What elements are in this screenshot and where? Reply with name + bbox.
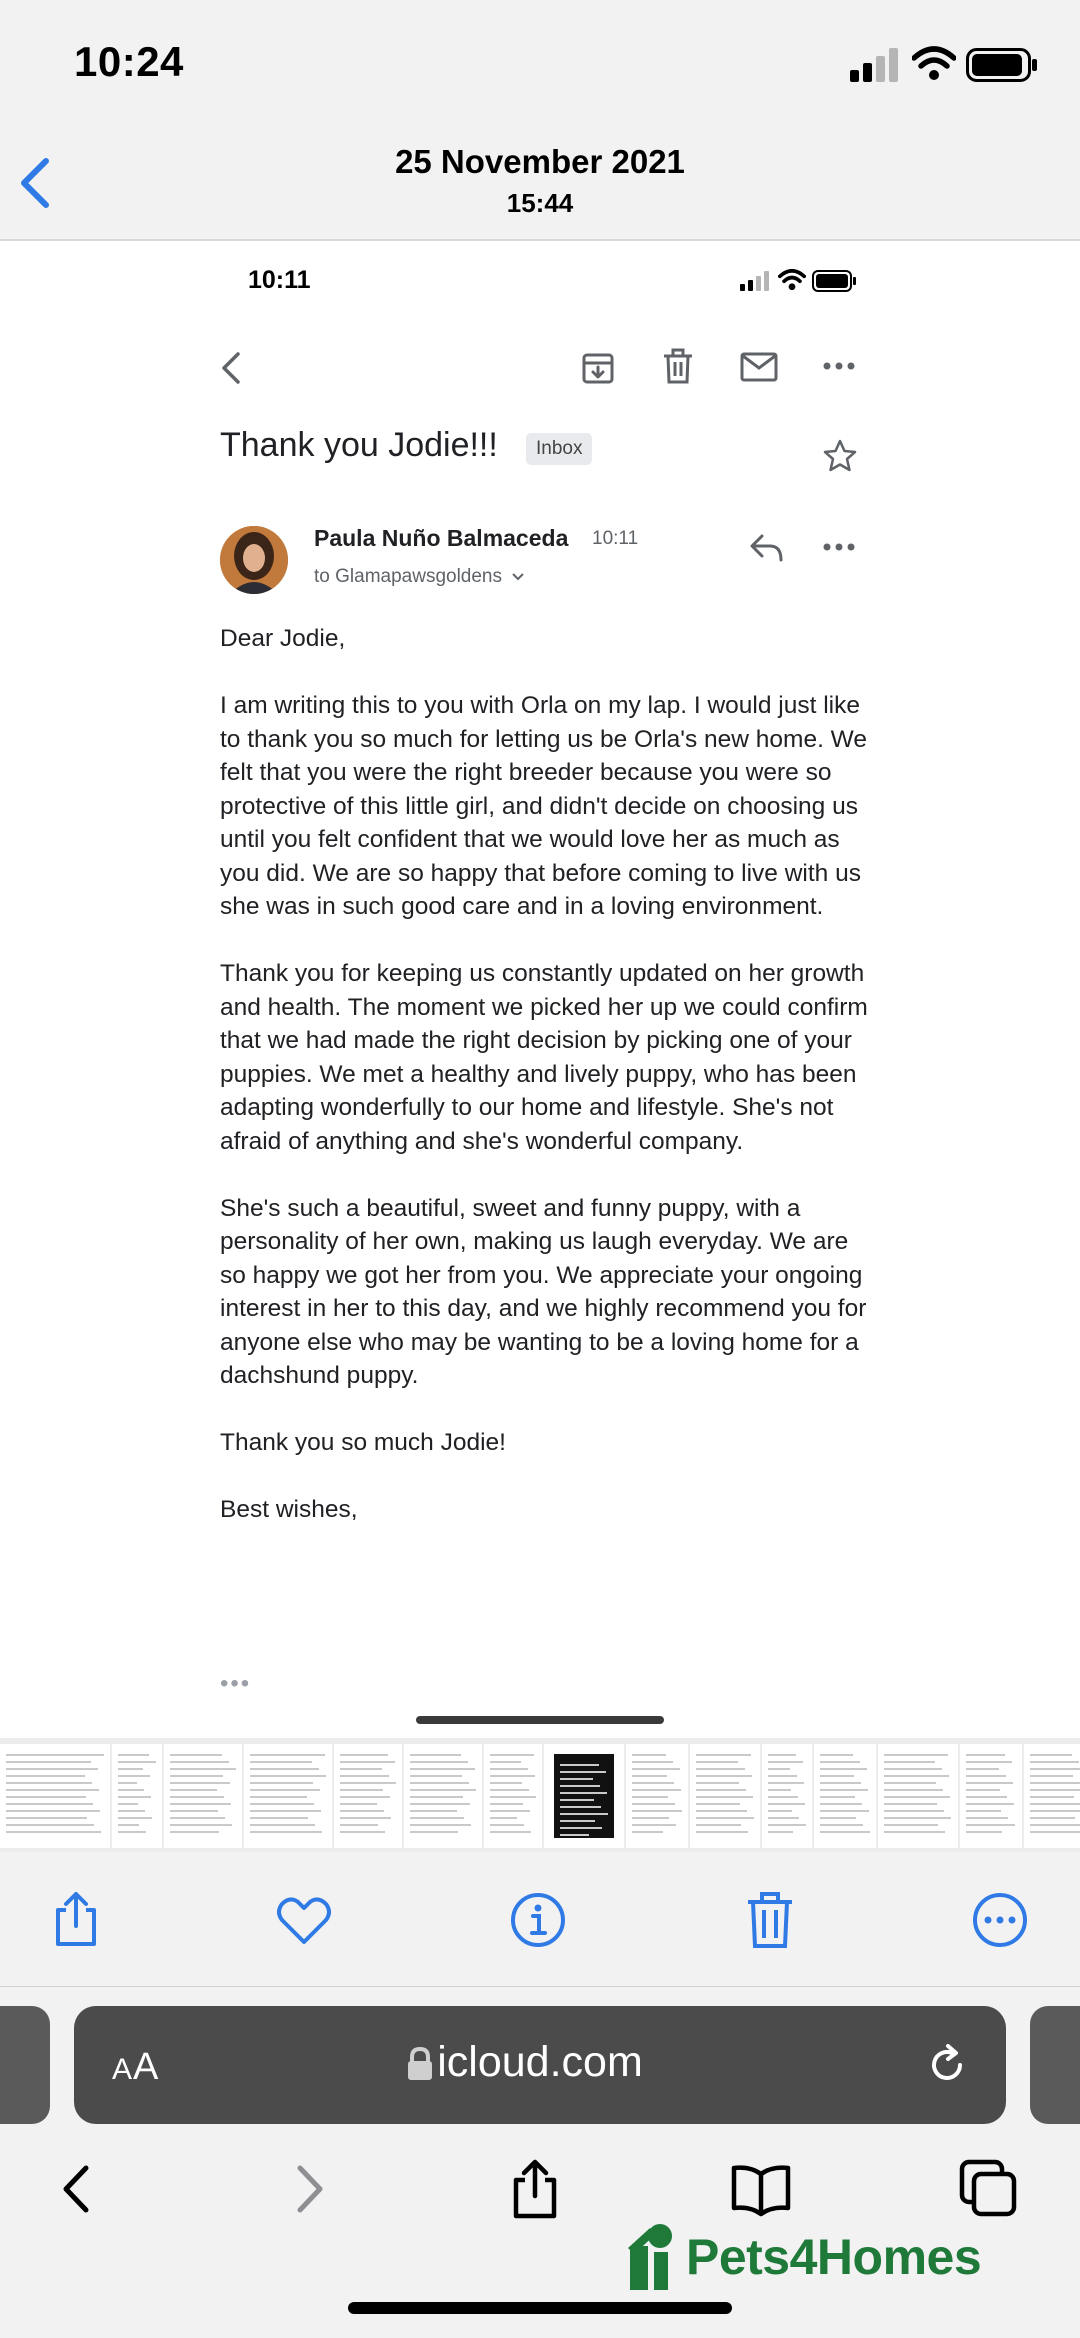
photo-thumbnail[interactable] xyxy=(244,1744,332,1848)
body-paragraph: Thank you for keeping us constantly updated on her growth and health. The moment we picked her up we could confirm that we had made the right decision by picking one of your puppies. We met a healthy and lively puppy, who has been adapting wonderfully to our home and lifestyle. She's not afraid of anything and she's wonderful company. xyxy=(220,960,868,1155)
photo-thumbnail[interactable] xyxy=(334,1744,402,1848)
trash-icon[interactable] xyxy=(660,348,696,386)
body-paragraph: She's such a beautiful, sweet and funny puppy, with a personality of her own, making us laugh everyday. We are so happy we got her from you. We appreciate your ongoing interest in her to this day, and we highly recommend you for anyone else who may be wanting to be a loving home for a dachshund puppy. xyxy=(220,1194,867,1389)
share-icon[interactable] xyxy=(46,1890,106,1950)
aa-small-letter: A xyxy=(112,2053,134,2086)
photo-date: 25 November 2021 xyxy=(395,143,685,180)
inner-home-indicator xyxy=(416,1716,664,1724)
reload-icon[interactable] xyxy=(924,2042,970,2088)
aa-big-letter: A xyxy=(133,2046,160,2088)
body-paragraph: Dear Jodie, xyxy=(220,625,346,652)
email-body xyxy=(220,622,870,1560)
chevron-down-icon xyxy=(511,572,525,582)
photo-thumbnail[interactable] xyxy=(484,1744,542,1848)
info-icon[interactable] xyxy=(508,1890,568,1950)
sent-time: 10:11 xyxy=(592,528,639,549)
wifi-icon xyxy=(912,46,956,82)
browser-forward-icon[interactable] xyxy=(278,2158,340,2220)
photo-thumbnail[interactable] xyxy=(960,1744,1022,1848)
pets4homes-watermark: Pets4Homes xyxy=(686,2229,982,2285)
reply-icon[interactable] xyxy=(748,532,786,564)
photo-thumbnail[interactable] xyxy=(112,1744,162,1848)
star-icon[interactable] xyxy=(822,438,858,474)
photo-thumbnail[interactable] xyxy=(1024,1744,1080,1848)
photo-thumbnail[interactable] xyxy=(762,1744,812,1848)
more-options-icon[interactable] xyxy=(970,1890,1030,1950)
photo-thumbnail[interactable] xyxy=(690,1744,760,1848)
body-paragraph: Best wishes, xyxy=(220,1496,358,1523)
sender-name: Paula Nuño Balmaceda xyxy=(314,525,569,551)
archive-icon[interactable] xyxy=(580,350,616,386)
inner-signal-icon xyxy=(740,271,770,291)
body-paragraph: Thank you so much Jodie! xyxy=(220,1429,506,1456)
trimmed-content-ellipsis[interactable]: ••• xyxy=(220,1670,252,1697)
mail-icon[interactable] xyxy=(740,352,778,382)
inner-back-icon[interactable] xyxy=(216,348,246,388)
photo-thumbnail[interactable] xyxy=(0,1744,110,1848)
recipient-text: to Glamapawsgoldens xyxy=(314,566,502,587)
more-icon[interactable] xyxy=(822,360,856,372)
browser-share-icon[interactable] xyxy=(504,2158,566,2220)
status-time: 10:24 xyxy=(74,38,184,85)
body-paragraph: I am writing this to you with Orla on my lap. I would just like to thank you so much for letting us be Orla's new home. We felt that you were the right breeder because you were so protective of this little girl, and didn't decide on choosing us until you felt confident that we would love her as much as you did. We are so happy that before coming to live with us she was in such good care and in a loving environment. xyxy=(220,692,867,920)
inbox-label-badge[interactable]: Inbox xyxy=(526,433,592,465)
photo-thumbnail[interactable] xyxy=(404,1744,482,1848)
tabs-icon[interactable] xyxy=(958,2158,1020,2220)
photo-time: 15:44 xyxy=(506,188,574,218)
photo-thumbnail[interactable] xyxy=(164,1744,242,1848)
photo-thumbnail[interactable] xyxy=(544,1744,624,1848)
inner-battery-icon xyxy=(812,270,858,292)
photo-thumbnail[interactable] xyxy=(878,1744,958,1848)
message-more-icon[interactable] xyxy=(822,541,856,553)
signal-icon xyxy=(850,48,900,82)
bookmarks-icon[interactable] xyxy=(730,2158,792,2220)
inner-wifi-icon xyxy=(778,269,806,291)
heart-icon[interactable] xyxy=(274,1890,334,1950)
battery-icon xyxy=(966,48,1038,82)
delete-photo-icon[interactable] xyxy=(740,1890,800,1950)
inner-status-time: 10:11 xyxy=(248,266,311,294)
recipient-line[interactable] xyxy=(314,566,525,588)
sender-avatar xyxy=(220,526,288,594)
photo-thumbnail[interactable] xyxy=(626,1744,688,1848)
pets4homes-logo-icon xyxy=(626,2222,688,2292)
url-text[interactable]: icloud.com xyxy=(437,2038,643,2086)
photo-thumbnail[interactable] xyxy=(814,1744,876,1848)
photo-thumbnail-strip[interactable] xyxy=(0,1738,1080,1852)
browser-back-icon[interactable] xyxy=(46,2158,108,2220)
email-subject: Thank you Jodie!!! xyxy=(220,426,498,464)
home-indicator[interactable] xyxy=(348,2302,732,2314)
